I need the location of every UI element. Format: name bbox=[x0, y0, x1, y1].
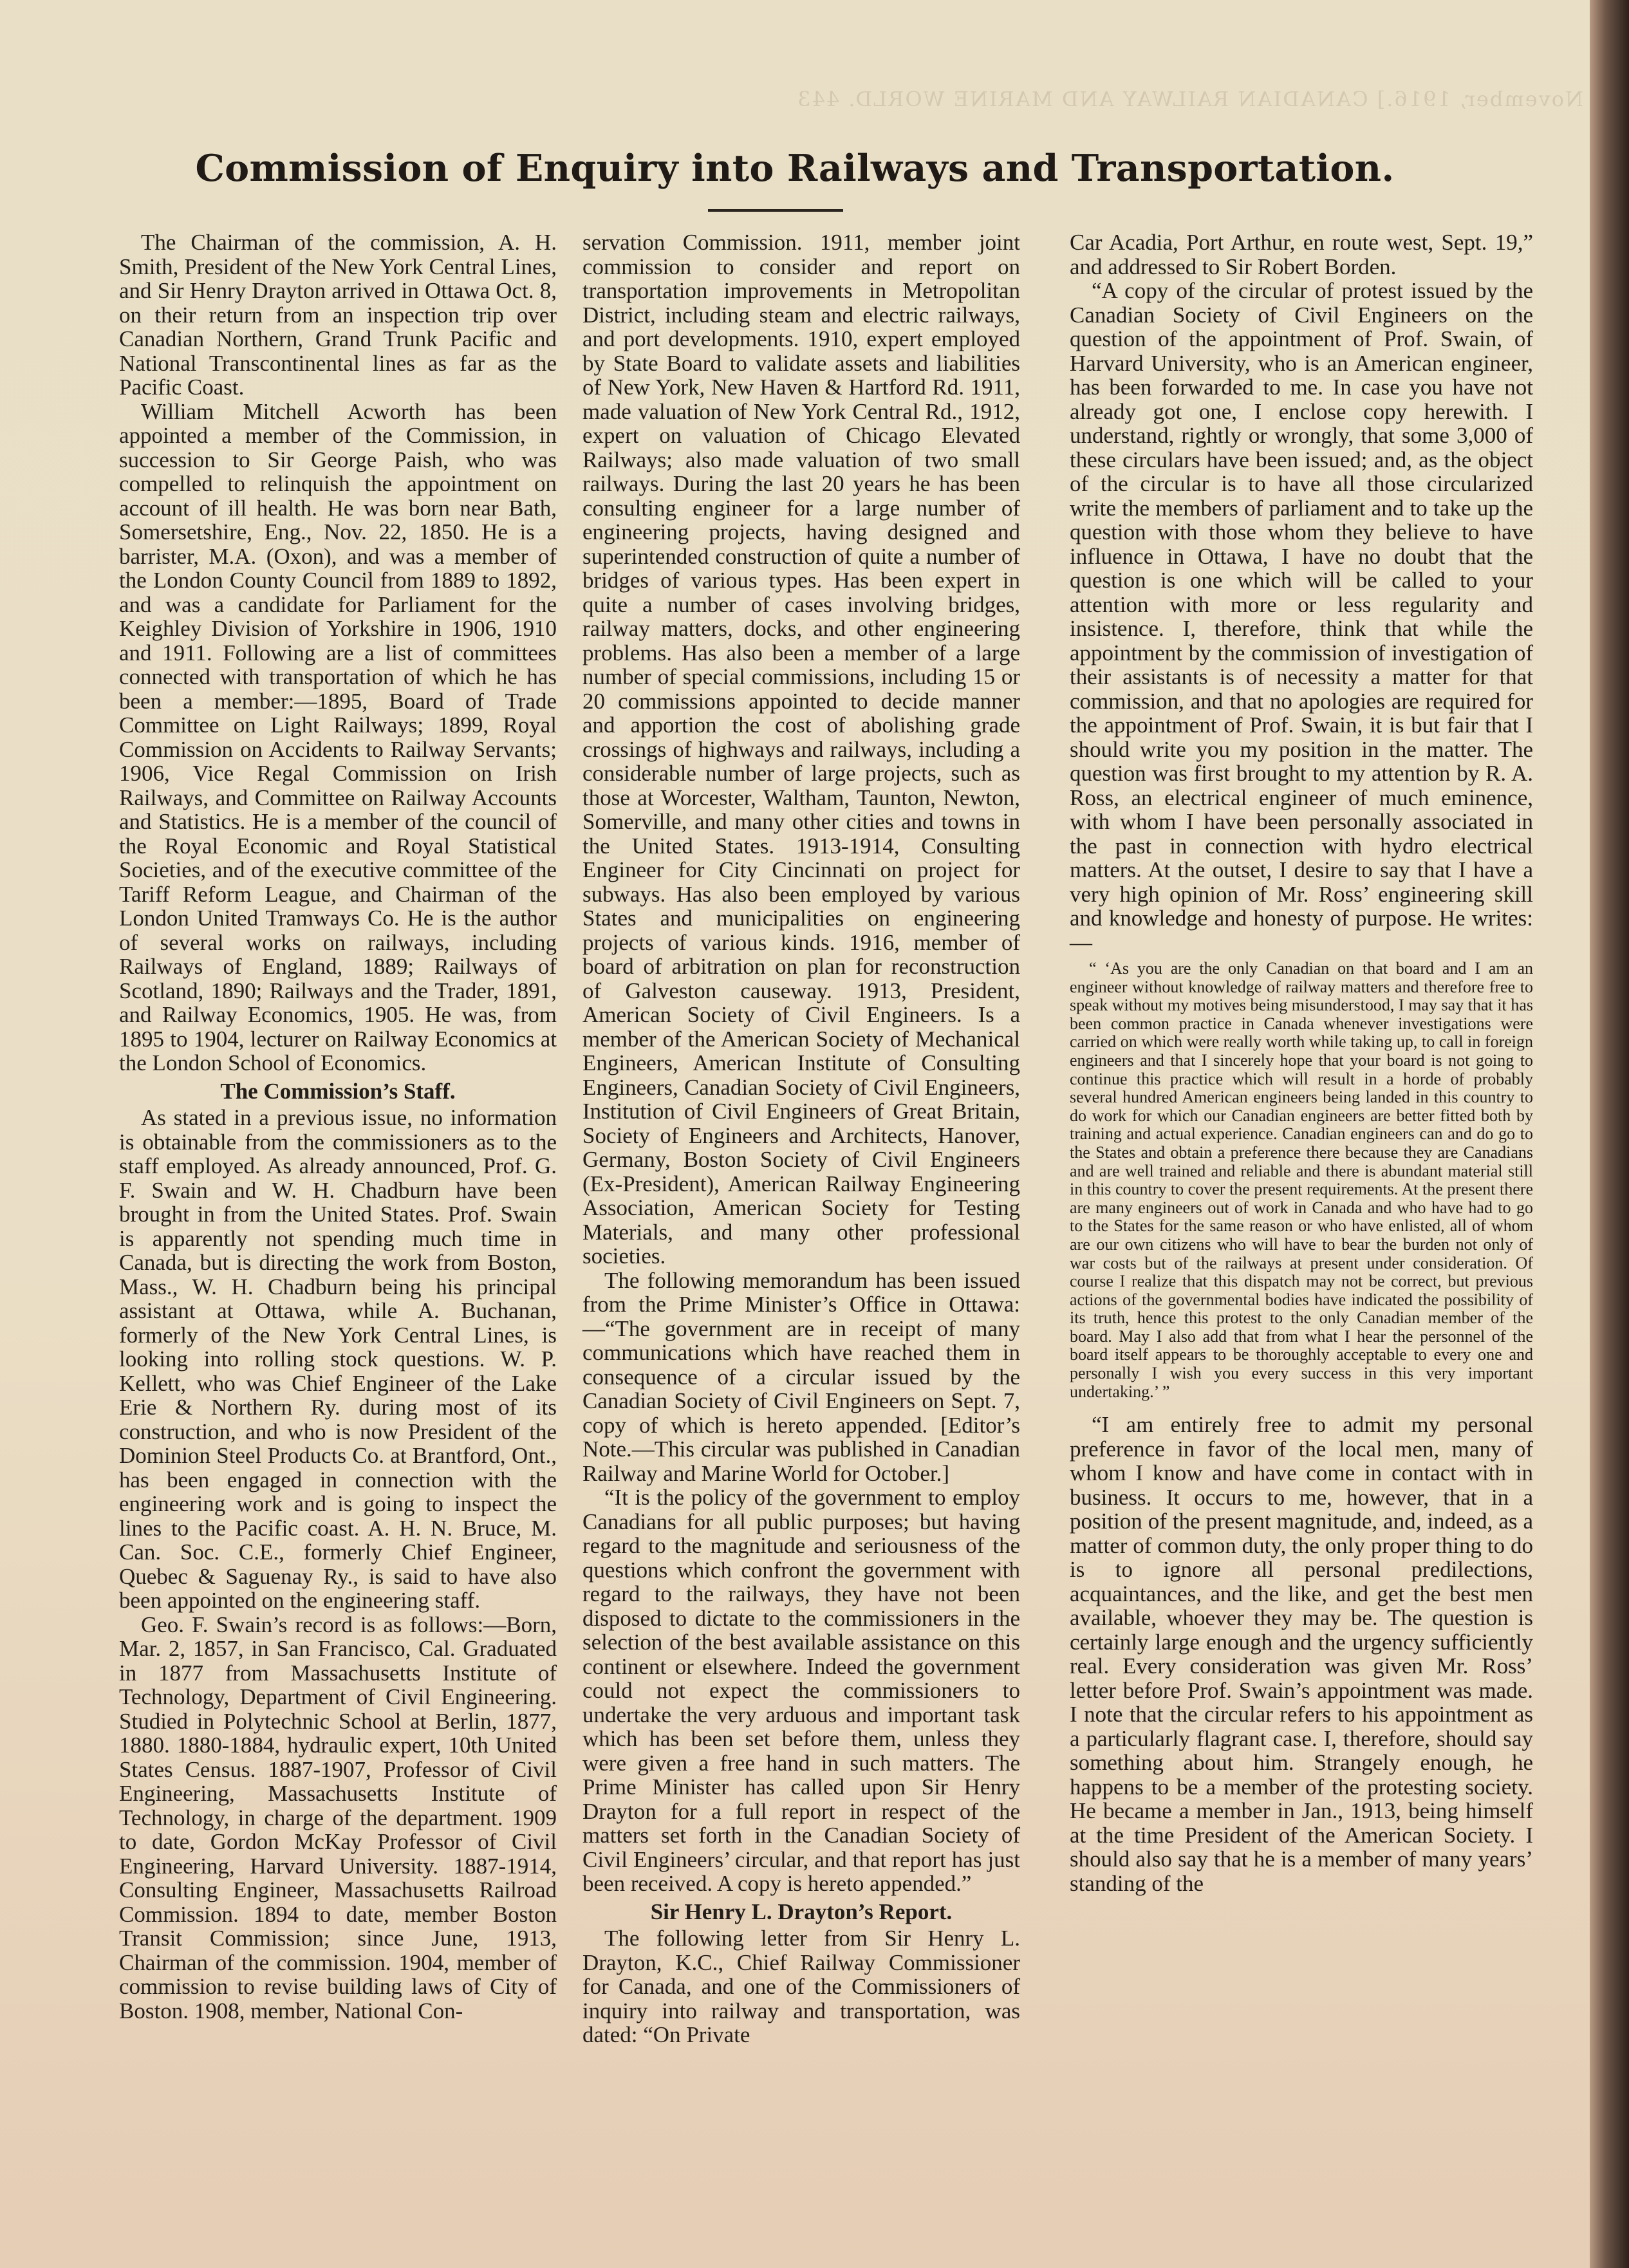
paragraph: The following memorandum has been issued from the Prime Minister’s Office in Ottawa:—“The government are in receipt of many communications which have reached them in consequence of a circular issued by the Canadian Society of Civil Engineers on Sept. 7, copy of which is hereto appended. [Editor’s Note.—This circular was published in Canadian Railway and Marine World for October.] bbox=[582, 1267, 1020, 1486]
article-title: Commission of Enquiry into Railways and Transportation. bbox=[195, 147, 1395, 190]
section-heading: Sir Henry L. Drayton’s Report. bbox=[650, 1899, 953, 1924]
column-1 bbox=[119, 230, 557, 2023]
show-through-header: November, 1916.] CANADIAN RAILWAY AND MARINE WORLD. 443 bbox=[796, 87, 1583, 111]
section-heading: The Commission’s Staff. bbox=[220, 1078, 456, 1104]
block-quote bbox=[1070, 960, 1533, 1401]
paragraph: servation Commission. 1911, member joint commission to consider and report on transportation improvements in Metropolitan District, including steam and electric railways, and port developments. 1910, expert employed by State Board to validate assets and liabilities of New York, New Haven & Hartford Rd. 1911, made valuation of New York Central Rd., 1912, expert on valuation of Chicago Elevated Railways; also made valuation of two small railways. During the last 20 years he has been consulting engineer for a large number of engineering projects, having designed and superintended construction of quite a number of bridges of various types. Has been expert in quite a number of cases involving bridges, railway matters, docks, and other engineering problems. Has also been a member of a large number of special commissions, including 15 or 20 commissions appointed to decide manner and apportion the cost of abolishing grade crossings of highways and railways, including a considerable number of large projects, such as those at Worcester, Waltham, Taunton, Newton, Somerville, and many other cities and towns in the United States. 1913-1914, Consulting Engineer for City Cincinnati on project for subways. Has also been employed by various States and municipalities on engineering projects of various kinds. 1916, member of board of arbitration on plan for reconstruction of Galveston causeway. 1913, President, American Society of Civil Engineers. Is a member of the American Society of Mechanical Engineers, American Institute of Consulting Engineers, Canadian Society of Civil Engineers, Institution of Civil Engineers of Great Britain, Society of Engineers and Architects, Hanover, Germany, Boston Society of Civil Engineers (Ex-President), American Railway Engineering Association, American Society for Testing Materials, and many other professional societies. bbox=[582, 230, 1020, 1269]
paragraph: William Mitchell Acworth has been appointed a member of the Commission, in succession to Sir George Paish, who was compelled to relinquish the appointment on account of ill health. He was born near Bath, Somersetshire, Eng., Nov. 22, 1850. He is a barrister, M.A. (Oxon), and was a member of the London County Council from 1889 to 1892, and was a candidate for Parliament for the Keighley Division of Yorkshire in 1906, 1910 and 1911. Following are a list of committees connected with transportation of which he has been a member:—1895, Board of Trade Committee on Light Railways; 1899, Royal Commission on Accidents to Railway Servants; 1906, Vice Regal Commission on Irish Railways, and Committee on Railway Accounts and Statistics. He is a member of the council of the Royal Economic and Royal Statistical Societies, and of the executive committee of the Tariff Reform League, and Chairman of the London United Tramways Co. He is the author of several works on railways, including Railways of England, 1889; Railways of Scotland, 1890; Railways and the Trader, 1891, and Railway Economics, 1905. He was, from 1895 to 1904, lecturer on Railway Economics at the London School of Economics. bbox=[119, 398, 557, 1075]
paragraph: The following letter from Sir Henry L. Drayton, K.C., Chief Railway Commissioner for Canada, and one of the Commissioners of inquiry into railway and transportation, was dated: “On Private bbox=[582, 1926, 1020, 2047]
paragraph: As stated in a previous issue, no information is obtainable from the commissioners as to the staff employed. As already announced, Prof. G. F. Swain and W. H. Chadburn have been brought in from the United States. Prof. Swain is apparently not spending much time in Canada, but is directing the work from Boston, Mass., W. H. Chadburn being his principal assistant at Ottawa, while A. Buchanan, formerly of the New York Central Lines, is looking into rolling stock questions. W. P. Kellett, who was Chief Engineer of the Lake Erie & Northern Ry. during most of its construction, and who is now President of the Dominion Steel Products Co. at Brantford, Ont., has been engaged in connection with the engineering work and is going to inspect the lines to the Pacific coast. A. H. N. Bruce, M. Can. Soc. C.E., formerly Chief Engineer, Quebec & Saguenay Ry., is said to have also been appointed on the engineering staff. bbox=[119, 1105, 557, 1613]
title-rule bbox=[708, 209, 843, 212]
paragraph: “I am entirely free to admit my personal preference in favor of the local men, many of whom I know and have come in contact with in business. It occurs to me, however, that in a position of the present magnitude, and, indeed, as a matter of common duty, the only proper thing to do is to ignore all personal predilections, acquaintances, and the like, and get the best men available, whoever they may be. The question is certainly large enough and the urgency sufficiently real. Every consideration was given Mr. Ross’ letter before Prof. Swain’s appointment was made. I note that the circular refers to his appointment as a particularly flagrant case. I, therefore, should say something about him. Strangely enough, he happens to be a member of the protesting society. He became a member in Jan., 1913, being himself at the time President of the American Society. I should also say that he is a member of many years’ standing of the bbox=[1070, 1412, 1533, 1896]
quote-text: “ ‘As you are the only Canadian on that board and I am an engineer without knowledge of railway matters and therefore free to speak without my motives being misunderstood, I may say that it has been common practice in Canada whenever investigations were carried on which were really worth while taking up, to call in foreign engineers and that I sincerely hope that your board is not going to continue this practice which will result in a horde of probably several hundred American engineers being landed in this country to do work for which our Canadian engineers are better fitted both by training and actual experience. Canadian engineers can and do go to the States and obtain a preference there because they are Canadians and are well trained and reliable and there is abundant material still in this country to cover the present requirements. At the present there are many engineers out of work in Canada and who have had to go to the States for the same reason or who have enlisted, all of whom are our own citizens who will have to bear the burden not only of war costs but of the railways at present under consideration. Of course I realize that this dispatch may not be correct, but previous actions of the governmental bodies have indicated the possibility of its truth, hence this protest to the only Canadian member of the board. May I also add that from what I hear the personnel of the board itself appears to be thoroughly acceptable to every one and personally I wish you every success in this very important undertaking.’ ” bbox=[1070, 959, 1533, 1401]
paragraph: “It is the policy of the government to employ Canadians for all public purposes; but having regard to the magnitude and seriousness of the questions which confront the government with regard to the railways, they have not been disposed to dictate to the commissioners in the selection of the best available assistance on this continent or elsewhere. Indeed the government could not expect the commissioners to undertake the very arduous and important task which has been set before them, unless they were given a free hand in such matters. The Prime Minister has called upon Sir Henry Drayton for a full report in respect of the matters set forth in the Canadian Society of Civil Engineers’ circular, and that report has just been received. A copy is hereto appended.” bbox=[582, 1485, 1020, 1896]
paragraph: Geo. F. Swain’s record is as follows:—Born, Mar. 2, 1857, in San Francisco, Cal. Graduated in 1877 from Massachusetts Institute of Technology, Department of Civil Engineering. Studied in Polytechnic School at Berlin, 1877, 1880. 1880-1884, hydraulic expert, 10th United States Census. 1887-1907, Professor of Civil Engineering, Massachusetts Institute of Technology, in charge of the department. 1909 to date, Gordon McKay Professor of Civil Engineering, Harvard University. 1887-1914, Consulting Engineer, Massachusetts Railroad Commission. 1894 to date, member Boston Transit Commission; since June, 1913, Chairman of the commission. 1904, member of commission to revise building laws of City of Boston. 1908, member, National Con- bbox=[119, 1612, 557, 2023]
paragraph: Car Acadia, Port Arthur, en route west, Sept. 19,” and addressed to Sir Robert Borden. bbox=[1070, 230, 1533, 279]
paragraph: The Chairman of the commission, A. H. Smith, President of the New York Central Lines, and Sir Henry Drayton arrived in Ottawa Oct. 8, on their return from an inspection trip over Canadian Northern, Grand Trunk Pacific and National Transcontinental lines as far as the Pacific Coast. bbox=[119, 230, 557, 400]
column-2 bbox=[582, 230, 1020, 2047]
column-3 bbox=[1070, 230, 1533, 1895]
book-spine bbox=[1590, 0, 1629, 2268]
paragraph: “A copy of the circular of protest issued by the Canadian Society of Civil Engineers on the question of the appointment of Prof. Swain, of Harvard University, who is an American engineer, has been forwarded to me. In case you have not already got one, I enclose copy herewith. I understand, rightly or wrongly, that some 3,000 of these circulars have been issued; and, as the object of the circular is to have all those circularized write the members of parliament and to take up the question with those whom they believe to have influence in Ottawa, I have no doubt that the question is one which will be called to your attention with more or less regularity and insistence. I, therefore, think that while the appointment by the commission of investigation of their assistants is of necessity a matter for that commission, and that no apologies are required for the appointment of Prof. Swain, it is but fair that I should write you my position in the matter. The question was first brought to my attention by R. A. Ross, an electrical engineer of much eminence, with whom I have been personally associated in the past in connection with hydro electrical matters. At the outset, I desire to say that I have a very high opinion of Mr. Ross’ engineering skill and knowledge and honesty of purpose. He writes:— bbox=[1070, 278, 1533, 955]
